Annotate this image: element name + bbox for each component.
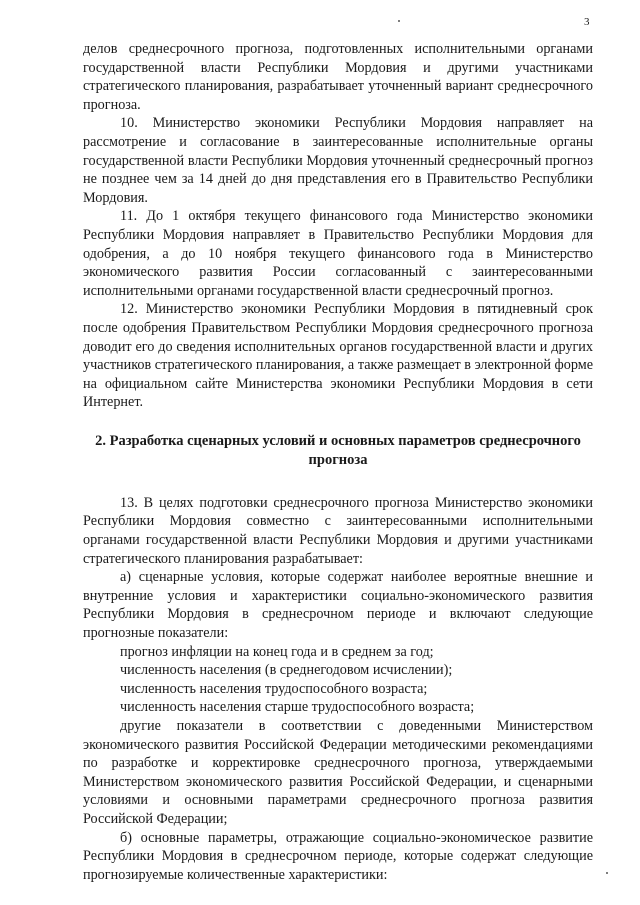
paragraph-10: 10. Министерство экономики Республики Мордовия направляет на рассмотрение и согласование в заинтересованные исполнительные органы государственной власти Республики Мордовия уточненный среднесрочный прогноз не позднее чем за 14 дней до дня представления его в Правительство Республики Мордовия. xyxy=(83,115,593,206)
indicator-item: численность населения старше трудоспособного возраста; xyxy=(120,699,475,716)
section-heading: 2. Разработка сценарных условий и основных параметров среднесрочного прогноза xyxy=(95,432,581,468)
scan-speck xyxy=(398,20,400,22)
paragraph-other-indicators: другие показатели в соответствии с доведенными Министерством экономического развития Российской Федерации методическими рекомендациями по разработке и корректировке среднесрочного прогноза, утверждаемыми Министерством экономического развития Российской Федерации, и сценарными условиями и основными параметрами среднесрочного прогноза развития Российской Федерации; xyxy=(83,718,593,827)
scan-speck xyxy=(606,872,608,874)
paragraph-11: 11. До 1 октября текущего финансового года Министерство экономики Республики Мордовия направляет в Правительство Республики Мордовия для одобрения, а до 10 ноября текущего финансового года в Министерство экономического развития России согласованный с заинтересованными исполнительными органами государственной власти среднесрочный прогноз. xyxy=(83,208,593,299)
paragraph-continuation: делов среднесрочного прогноза, подготовленных исполнительными органами государственной власти Республики Мордовия и другими участниками стратегического планирования, разрабатывает уточненный вариант среднесрочного прогноза. xyxy=(83,41,593,113)
paragraph-12: 12. Министерство экономики Республики Мордовия в пятидневный срок после одобрения Правительством Республики Мордовия среднесрочного прогноза доводит его до сведения исполнительных органов государственной власти и других участников стратегического планирования, а также размещает в электронной форме на официальном сайте Министерства экономики Республики Мордовия в сети Интернет. xyxy=(83,301,593,411)
indicator-item: прогноз инфляции на конец года и в среднем за год; xyxy=(120,643,434,660)
page-number: 3 xyxy=(584,16,590,28)
paragraph-13-b: б) основные параметры, отражающие социально-экономическое развитие Республики Мордовия в среднесрочном периоде, которые содержат следующие прогнозируемые количественные характеристики: xyxy=(83,829,593,883)
paragraph-13: 13. В целях подготовки среднесрочного прогноза Министерство экономики Республики Мордовия совместно с заинтересованными исполнительными органами государственной власти Республики Мордовия и другими участниками стратегического планирования разрабатывает: xyxy=(83,494,593,567)
indicator-item: численность населения трудоспособного возраста; xyxy=(120,680,428,697)
document-body xyxy=(83,40,593,884)
paragraph-13-a: а) сценарные условия, которые содержат наиболее вероятные внешние и внутренние условия и характеристики социально-экономического развития Республики Мордовия в среднесрочном периоде и включают следующие прогнозные показатели: xyxy=(83,569,593,642)
indicator-item: численность населения (в среднегодовом исчислении); xyxy=(120,662,453,679)
